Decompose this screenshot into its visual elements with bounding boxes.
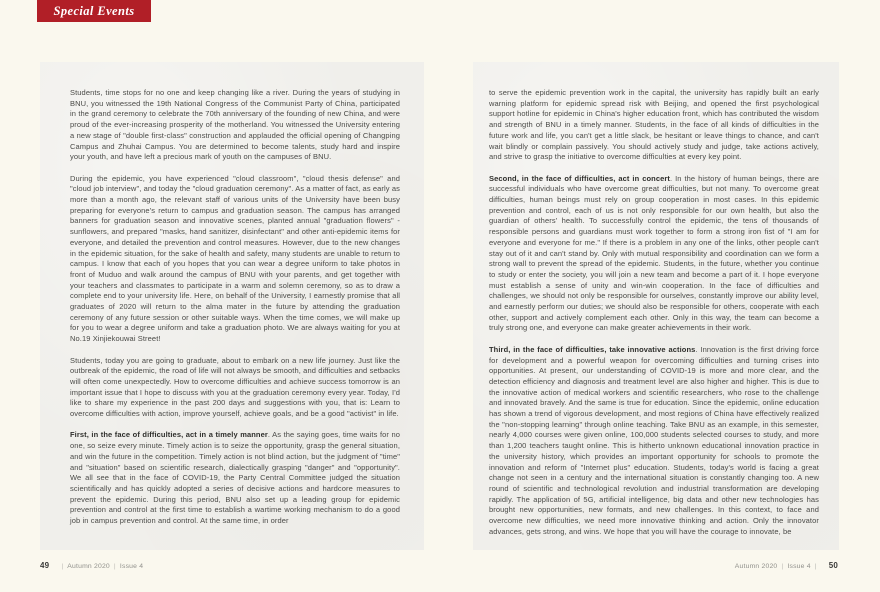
footer-right xyxy=(735,561,838,570)
footer-season: Autumn 2020 xyxy=(734,563,778,570)
footer-issue: Issue 4 xyxy=(787,563,811,570)
page-number-right: 50 xyxy=(828,561,838,570)
page-right xyxy=(473,62,839,550)
paragraph-lead: First, in the face of difficulties, act in a timely manner xyxy=(70,430,268,440)
footer-divider: | xyxy=(814,563,817,570)
paragraph-body: . In the history of human beings, there are successful individuals who have overcome great difficulties, but not many. To overcome great difficulties, human beings must rely on group cooperation in most cases. In this epidemic prevention and control, each of us is not only responsible for our own health, but also the guardian of others' health. To successfully control the epidemic, the tens of thousands of responsible persons and guardians must work together to form a strong iron fist of "I am for everyone and everyone for me." If there is a problem in any one of the links, other people can't stay out of it and can't stand by. Only with mutual responsibility and coordination can we form a strong wall to prevent the spread of the epidemic. Students, in the future, whether you continue to study or enter the society, you will join a new team and become a part of it. I hope everyone must establish a sense of unity and win-win cooperation. In the face of difficulties and challenges, we should not only be responsible for ourselves, constantly improve our ability level, and earnestly perform our duties; we should also be responsible for others, cooperate with each other, support and actively complement each other. Only in this way, the team can become a truly strong one, and everyone can make greater achievements in their work. xyxy=(489,173,819,333)
paragraph xyxy=(489,174,819,335)
paragraph: Students, time stops for no one and keep changing like a river. During the years of studying in BNU, you witnessed the 19th National Congress of the Communist Party of China, participated in the grand ceremony to celebrate the 70th anniversary of the founding of new China, and were proud of the ever-increasing prosperity of the motherland. You witnessed the University entering a new stage of "double first-class" construction and applauded the official opening of Changping Campus and Zhuhai Campus. You are determined to become talents, study hard and inspire your youth, and have left a precious mark of youth on the campuses of BNU. xyxy=(70,88,400,162)
footer-issue: Issue 4 xyxy=(119,563,144,570)
paragraph: Students, today you are going to graduate, about to embark on a new life journey. Just like the outbreak of the epidemic, the road of life will not always be smooth, and difficulties and setbacks will often come unexpectedly. How to overcome difficulties and achieve success tomorrow is an important issue that I hope to discuss with you at the graduation ceremony every year. Today, I'd like to share my experience in the past 200 days and suggestions with you, that is: Learn to overcome difficulties with action, improve yourself, achieve goals, and be a good "activist" in life. xyxy=(70,355,400,419)
paragraph-lead: Third, in the face of difficulties, take innovative actions xyxy=(489,344,696,354)
paragraph xyxy=(489,345,819,538)
paragraph: to serve the epidemic prevention work in the capital, the university has rapidly built an early warning platform for epidemic spread risk with Beijing, and opened the first psychological support hotline for epidemic in China's higher education front, which has contributed the wisdom and strength of BNU in a timely manner. Students, in the face of all kinds of difficulties in the future work and life, you can't get a little slack, be hesitant or leave things to chance, and can't wait blindly or complain passively. You should actively study and judge, take actions actively, and strive to grasp the initiative to overcome difficulties at every key point. xyxy=(489,88,819,162)
paragraph: During the epidemic, you have experienced "cloud classroom", "cloud thesis defense" and "cloud job interview", and today the "cloud graduation ceremony". As a matter of fact, as early as more than a month ago, the relevant staff of various units of the University have been busy preparing for everyone's return to campus and graduation season. The campus has arranged banners for graduation season and innovative scenes, planted annual "graduation flowers" - sunflowers, and prepared "masks, hand sanitizer, disinfectant" and other anti-epidemic items for everyone, and detailed the prevention and control measures. However, due to the new changes in the epidemic situation, for the sake of health and safety, many students are unable to return to campus. I know that each of you hopes that you can wear a degree uniform to take photos in front of Muduo and walk around the campus of BNU with your parents, and get together with your teachers and classmates to participate in a warm and solemn ceremony, so as to draw a complete end to your university life. Here, on behalf of the University, I earnestly promise that all graduates of 2020 will return to the alma mater in the future by attending the graduation ceremony of any future session or other suitable ways. When the time comes, we will make up for you to wear a degree uniform and take a graduation photo. We are always waiting for you at No.19 Xinjiekouwai Street! xyxy=(70,173,400,344)
footer-divider: | xyxy=(113,563,116,570)
paragraph-body: . Innovation is the first driving force for development and a powerful weapon for overcoming difficulties and turning crises into opportunities. At present, our understanding of COVID-19 is more and more clear, and the detection efficiency and diagnosis and treatment level are also higher and higher. This is due to the innovative action of medical workers and scientific researchers, who rose to the challenge and innovated bravely. And the same is true for education. Since the epidemic, online education has shown a trend of vigorous development, and most regions of China have effectively realized the "non-stopping learning" through online teaching. Take BNU as an example, in this semester, nearly 4,000 courses were given online, 100,000 students selected courses to study, and more than 1,200 teachers taught online. This is hitherto unknown educational innovation practice in the university history, which provides an important opportunity for schools to promote the innovation and reform of "Internet plus" education. Students, today's world is facing a great change not seen in a century and the international situation is constantly changing too. A new round of scientific and technological revolution and industrial transformation are developing rapidly. The application of 5G, artificial intelligence, big data and other new technologies has brought new opportunities, new formats, and new challenges. In this context, to face and overcome new difficulties, we need more innovative thinking and action. Only the innovator advances, gets strong, and wins. We hope that you will have the courage to innovate, be xyxy=(489,344,819,536)
section-banner-label: Special Events xyxy=(53,3,135,18)
page-number-left: 49 xyxy=(40,561,50,570)
page-left xyxy=(40,62,424,550)
paragraph-lead: Second, in the face of difficulties, act in concert xyxy=(489,173,670,183)
footer-season: Autumn 2020 xyxy=(67,563,110,570)
paragraph-body: . As the saying goes, time waits for no one, so seize every minute. Timely action is to seize the opportunity, grasp the general situation, and win the future in the competition. Timely action is not blind action, but the judgment of "time" and "situation" based on scientific research, dialectically grasping "danger" and "opportunity". We all see that in the face of COVID-19, the Party Central Committee judged the situation scientifically and has quickly adopted a series of decisive actions and hardcore measures to prevent the epidemic. During this period, BNU also set up a leading group for epidemic prevention and control at the first time to establish a wartime working mechanism to do a good job in campus prevention and control. At the same time, in order xyxy=(70,430,401,526)
section-banner xyxy=(37,0,151,22)
paragraph xyxy=(70,430,400,526)
footer-divider: | xyxy=(61,563,64,570)
footer-left xyxy=(40,561,143,570)
footer-divider: | xyxy=(781,563,784,570)
